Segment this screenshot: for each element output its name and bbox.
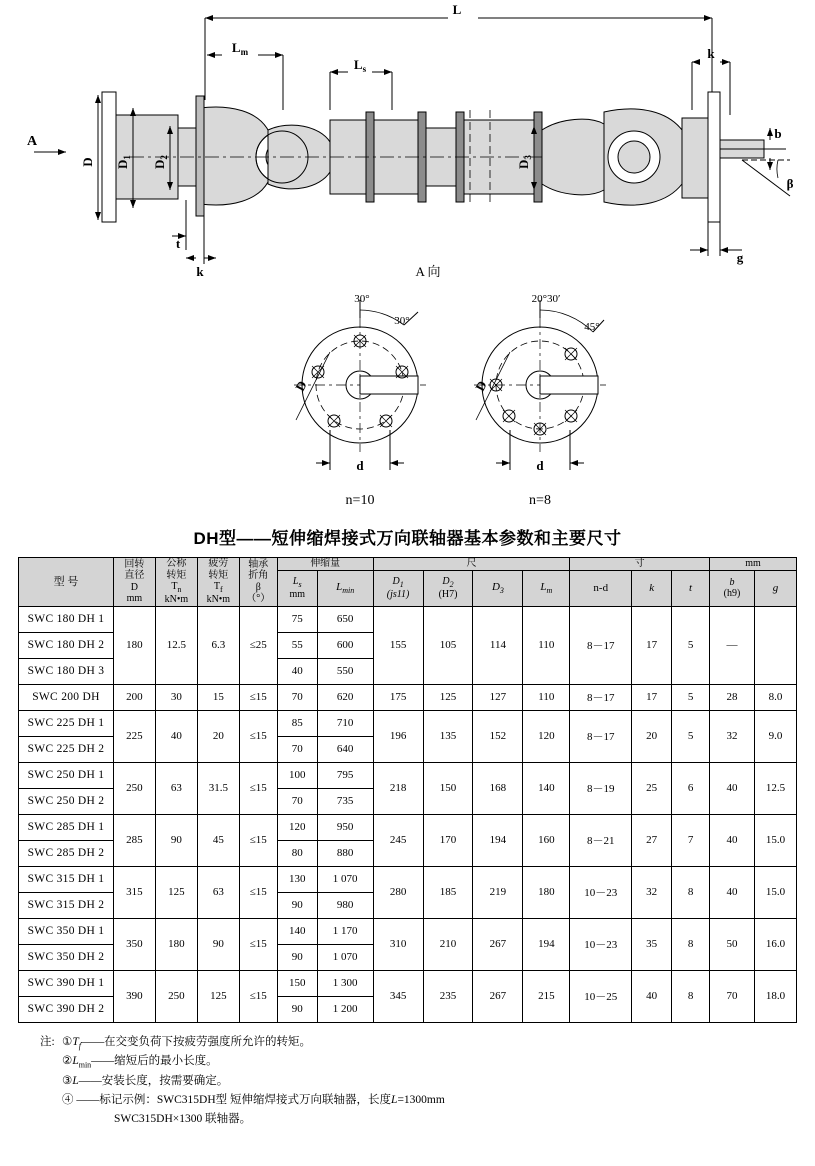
th-k: k [632, 570, 672, 606]
cell-k: 20 [632, 710, 672, 762]
table-row [19, 970, 797, 996]
cell-Tn: 180 [155, 918, 197, 970]
technical-drawing [0, 0, 815, 520]
label-A-view: A 向 [415, 264, 441, 279]
label-D1: $D_1$ [115, 155, 132, 169]
table-row [19, 866, 797, 892]
cell-k: 17 [632, 684, 672, 710]
cell-k: 40 [632, 970, 672, 1022]
cell-k: 25 [632, 762, 672, 814]
cell-D3: 194 [473, 814, 523, 866]
cell-Lmin: 795 [317, 762, 373, 788]
cell-beta: ≤15 [239, 866, 277, 918]
cell-Lmin: 1 070 [317, 944, 373, 970]
cell-nd: 10－23 [570, 918, 632, 970]
cell-Lmin: 710 [317, 710, 373, 736]
cell-k: 27 [632, 814, 672, 866]
cell-Ls: 120 [277, 814, 317, 840]
cell-D1: 310 [373, 918, 423, 970]
label-k-bottom: k [196, 264, 204, 279]
cell-Ls: 90 [277, 996, 317, 1022]
note-4: ④ ——标记示例：SWC315DH型 短伸缩焊接式万向联轴器，长度L=1300mm [62, 1093, 445, 1106]
label-right-D: D [472, 378, 490, 394]
table-row [19, 814, 797, 840]
cell-D3: 152 [473, 710, 523, 762]
cell-D1: 175 [373, 684, 423, 710]
cell-Ls: 55 [277, 632, 317, 658]
cell-model: SWC 250 DH 2 [19, 788, 114, 814]
cell-b: — [710, 606, 755, 684]
cell-Tn: 90 [155, 814, 197, 866]
label-right-d: d [536, 458, 544, 473]
label-k-top: k [707, 46, 715, 61]
label-beta: β [786, 176, 794, 191]
cell-Lmin: 1 200 [317, 996, 373, 1022]
cell-D1: 155 [373, 606, 423, 684]
cell-g: 18.0 [754, 970, 796, 1022]
label-n10: n=10 [345, 493, 375, 508]
cell-D3: 267 [473, 970, 523, 1022]
cell-Lm: 194 [523, 918, 570, 970]
cell-nd: 10－23 [570, 866, 632, 918]
cell-Lm: 120 [523, 710, 570, 762]
page-title: DH型——短伸缩焊接式万向联轴器基本参数和主要尺寸 [193, 529, 622, 548]
cell-model: SWC 250 DH 1 [19, 762, 114, 788]
th-b: b (h9) [710, 570, 755, 606]
cell-model: SWC 180 DH 3 [19, 658, 114, 684]
cell-Tn: 125 [155, 866, 197, 918]
cell-Lmin: 620 [317, 684, 373, 710]
cell-Ls: 90 [277, 944, 317, 970]
cell-D2: 135 [423, 710, 473, 762]
cell-Lmin: 550 [317, 658, 373, 684]
cell-Lmin: 880 [317, 840, 373, 866]
cell-b: 40 [710, 814, 755, 866]
cell-Tf: 6.3 [197, 606, 239, 684]
table-row [19, 606, 797, 632]
cell-Ls: 70 [277, 736, 317, 762]
cell-t: 8 [672, 970, 710, 1022]
table-row [19, 762, 797, 788]
cell-beta: ≤15 [239, 970, 277, 1022]
cell-D: 180 [113, 606, 155, 684]
cell-model: SWC 285 DH 2 [19, 840, 114, 866]
th-nd: n-d [570, 570, 632, 606]
label-A-left: A [26, 134, 38, 149]
label-left-angle-1: 30° [354, 293, 370, 305]
cell-model: SWC 350 DH 1 [19, 918, 114, 944]
cell-Tf: 20 [197, 710, 239, 762]
cell-g: 8.0 [754, 684, 796, 710]
cell-model: SWC 390 DH 2 [19, 996, 114, 1022]
th-rot-dia: 回转 直径 D mm [113, 558, 155, 607]
cell-D: 225 [113, 710, 155, 762]
label-D2: $D_2$ [152, 155, 169, 169]
th-Ls: $L_s$ mm [277, 570, 317, 606]
cell-nd: 8－17 [570, 606, 632, 684]
note-2: $②L_{min}——$缩短后的最小长度。 [62, 1055, 218, 1070]
notes-block [40, 1033, 815, 1129]
cell-D1: 345 [373, 970, 423, 1022]
label-left-d: d [356, 458, 364, 473]
cell-D1: 280 [373, 866, 423, 918]
cell-t: 5 [672, 684, 710, 710]
cell-Lm: 215 [523, 970, 570, 1022]
table-row [19, 684, 797, 710]
label-left-angle-2: 30° [394, 315, 410, 327]
cell-model: SWC 285 DH 1 [19, 814, 114, 840]
th-D3: $D_3$ [473, 570, 523, 606]
th-D1: $D_1$ (js11) [373, 570, 423, 606]
th-nominal-torque: 公称 转矩 $T_n$ kN•m [155, 558, 197, 607]
cell-b: 70 [710, 970, 755, 1022]
cell-b: 32 [710, 710, 755, 762]
cell-D3: 127 [473, 684, 523, 710]
cell-Lm: 140 [523, 762, 570, 814]
cell-D2: 185 [423, 866, 473, 918]
cell-D2: 210 [423, 918, 473, 970]
cell-D: 315 [113, 866, 155, 918]
cell-beta: ≤15 [239, 710, 277, 762]
cell-Lm: 180 [523, 866, 570, 918]
cell-D3: 168 [473, 762, 523, 814]
cell-Tf: 31.5 [197, 762, 239, 814]
cell-D1: 196 [373, 710, 423, 762]
cell-D2: 235 [423, 970, 473, 1022]
cell-model: SWC 225 DH 2 [19, 736, 114, 762]
cell-Tn: 30 [155, 684, 197, 710]
cell-model: SWC 390 DH 1 [19, 970, 114, 996]
th-Lm: $L_m$ [523, 570, 570, 606]
th-D2: $D_2$ (H7) [423, 570, 473, 606]
label-t: t [175, 236, 181, 251]
cell-Ls: 75 [277, 606, 317, 632]
cell-model: SWC 180 DH 2 [19, 632, 114, 658]
cell-t: 7 [672, 814, 710, 866]
cell-model: SWC 315 DH 1 [19, 866, 114, 892]
cell-Tf: 45 [197, 814, 239, 866]
cell-D1: 245 [373, 814, 423, 866]
th-g: g [754, 570, 796, 606]
table-row [19, 918, 797, 944]
cell-Tf: 125 [197, 970, 239, 1022]
th-cun: 寸 [570, 558, 710, 571]
cell-t: 6 [672, 762, 710, 814]
cell-Ls: 140 [277, 918, 317, 944]
cell-t: 5 [672, 710, 710, 762]
cell-D3: 267 [473, 918, 523, 970]
cell-nd: 8－17 [570, 684, 632, 710]
cell-D2: 150 [423, 762, 473, 814]
cell-Ls: 70 [277, 788, 317, 814]
cell-t: 8 [672, 866, 710, 918]
cell-Tf: 15 [197, 684, 239, 710]
cell-nd: 10－25 [570, 970, 632, 1022]
cell-D3: 114 [473, 606, 523, 684]
cell-Tn: 250 [155, 970, 197, 1022]
spec-table-body [19, 606, 797, 1022]
cell-b: 28 [710, 684, 755, 710]
cell-Ls: 40 [277, 658, 317, 684]
th-mm: mm [710, 558, 797, 571]
cell-D3: 219 [473, 866, 523, 918]
cell-beta: ≤15 [239, 684, 277, 710]
label-D3: $D_3$ [516, 155, 533, 169]
th-stretch-title: 伸缩量 [277, 558, 373, 571]
cell-beta: ≤15 [239, 762, 277, 814]
cell-nd: 8－21 [570, 814, 632, 866]
cell-b: 40 [710, 762, 755, 814]
cell-beta: ≤25 [239, 606, 277, 684]
cell-Lm: 160 [523, 814, 570, 866]
cell-Lmin: 980 [317, 892, 373, 918]
drawing-svg [0, 0, 815, 520]
cell-k: 32 [632, 866, 672, 918]
cell-g [754, 606, 796, 684]
cell-Lmin: 1 170 [317, 918, 373, 944]
cell-Lmin: 1 070 [317, 866, 373, 892]
cell-model: SWC 200 DH [19, 684, 114, 710]
cell-D: 350 [113, 918, 155, 970]
cell-nd: 8－19 [570, 762, 632, 814]
th-t: t [672, 570, 710, 606]
cell-D1: 218 [373, 762, 423, 814]
cell-Tn: 40 [155, 710, 197, 762]
notes-prefix: 注: [40, 1035, 55, 1048]
th-Lmin: $L_{min}$ [317, 570, 373, 606]
label-left-D: D [292, 378, 310, 394]
cell-model: SWC 180 DH 1 [19, 606, 114, 632]
cell-Lmin: 650 [317, 606, 373, 632]
cell-g: 12.5 [754, 762, 796, 814]
cell-k: 17 [632, 606, 672, 684]
cell-k: 35 [632, 918, 672, 970]
cell-g: 15.0 [754, 814, 796, 866]
cell-Lmin: 640 [317, 736, 373, 762]
cell-t: 5 [672, 606, 710, 684]
label-L: L [452, 2, 462, 17]
cell-t: 8 [672, 918, 710, 970]
cell-D2: 105 [423, 606, 473, 684]
cell-Lm: 110 [523, 606, 570, 684]
cell-beta: ≤15 [239, 814, 277, 866]
cell-Tf: 63 [197, 866, 239, 918]
cell-Ls: 130 [277, 866, 317, 892]
cell-Lm: 110 [523, 684, 570, 710]
cell-nd: 8－17 [570, 710, 632, 762]
label-Lm: $L_m$ [231, 40, 249, 57]
note-3: ③L——安装长度，按需要确定。 [62, 1074, 229, 1087]
cell-D: 390 [113, 970, 155, 1022]
cell-Tn: 12.5 [155, 606, 197, 684]
th-bearing-angle: 轴承 折角 β （°） [239, 558, 277, 607]
cell-model: SWC 225 DH 1 [19, 710, 114, 736]
cell-Tn: 63 [155, 762, 197, 814]
cell-Lmin: 1 300 [317, 970, 373, 996]
label-g: g [736, 250, 744, 265]
cell-g: 9.0 [754, 710, 796, 762]
label-Ls: $L_s$ [353, 57, 367, 74]
cell-Lmin: 950 [317, 814, 373, 840]
cell-Ls: 100 [277, 762, 317, 788]
th-chi: 尺 [373, 558, 570, 571]
th-model: 型 号 [19, 558, 114, 607]
cell-Ls: 70 [277, 684, 317, 710]
label-b: b [774, 126, 782, 141]
cell-D2: 125 [423, 684, 473, 710]
cell-g: 16.0 [754, 918, 796, 970]
cell-g: 15.0 [754, 866, 796, 918]
cell-D: 250 [113, 762, 155, 814]
label-right-angle-2: 45° [584, 321, 600, 333]
cell-model: SWC 315 DH 2 [19, 892, 114, 918]
cell-Ls: 150 [277, 970, 317, 996]
table-row [19, 710, 797, 736]
note-4-line2: SWC315DH×1300 联轴器。 [114, 1112, 252, 1125]
note-1: $①T_f——$在交变负荷下按疲劳强度所允许的转矩。 [62, 1035, 311, 1050]
spec-table [18, 557, 797, 1023]
cell-D: 200 [113, 684, 155, 710]
label-n8: n=8 [529, 493, 551, 508]
cell-b: 50 [710, 918, 755, 970]
cell-beta: ≤15 [239, 918, 277, 970]
cell-D: 285 [113, 814, 155, 866]
cell-Ls: 85 [277, 710, 317, 736]
label-D: D [80, 157, 95, 167]
cell-Tf: 90 [197, 918, 239, 970]
cell-b: 40 [710, 866, 755, 918]
th-fatigue-torque: 疲劳 转矩 $T_f$ kN•m [197, 558, 239, 607]
cell-D2: 170 [423, 814, 473, 866]
cell-Lmin: 735 [317, 788, 373, 814]
cell-model: SWC 350 DH 2 [19, 944, 114, 970]
label-right-angle-1: 20°30′ [531, 293, 561, 305]
cell-Lmin: 600 [317, 632, 373, 658]
cell-Ls: 80 [277, 840, 317, 866]
cell-Ls: 90 [277, 892, 317, 918]
